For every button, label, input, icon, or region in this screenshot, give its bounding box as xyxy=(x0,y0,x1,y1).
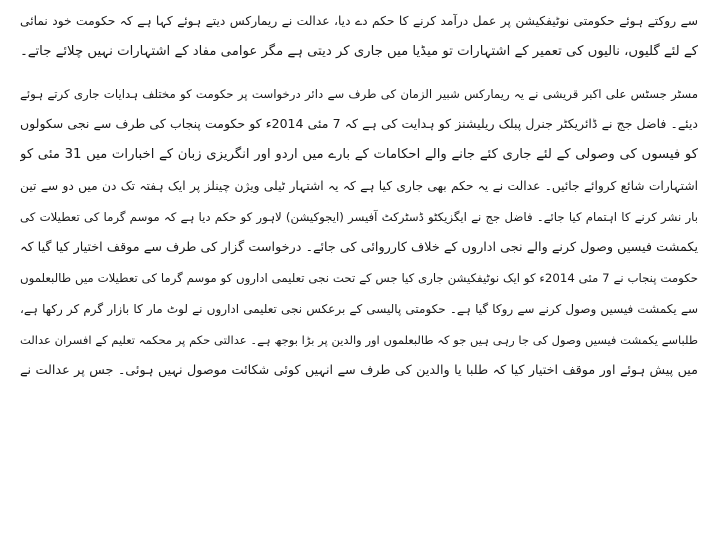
text-line: میں پیش ہوئے اور موقف اختیار کیا کہ طلبا یا والدین کی طرف سے انہیں کوئی شکائت موصول نہیں ہوئی۔ جس پر عدالت نے xyxy=(20,362,698,378)
text-line: سے روکتے ہوئے حکومتی نوٹیفکیشن پر عمل درآمد کرنے کا حکم دے دیا، عدالت نے ریمارکس دیتے ہوئے کہا ہے کہ حکومت خود نمائی xyxy=(20,14,698,28)
text-line: دیئے۔ فاضل جج نے ڈائریکٹر جنرل پبلک ریلیشنز کو ہدایت کی ہے کہ 7 مئی 2014ء کو حکومت پنجاب کی طرف سے نجی سکولوں xyxy=(20,116,698,132)
text-line: کو فیسوں کی وصولی کے لئے جاری کئے جانے والے احکامات کے بارے میں اردو اور انگریزی زبان کے اخبارات میں 31 مئی کو xyxy=(20,147,698,163)
text-line: طلباسے یکمشت فیسیں وصول کی جا رہی ہیں جو کہ طالبعلموں اور والدین پر بڑا بوجھ ہے۔ عدالتی حکم پر محکمہ تعلیم کے افسران عدالت xyxy=(20,332,698,347)
text-line: حکومت پنجاب نے 7 مئی 2014ء کو ایک نوٹیفکیشن جاری کیا جس کے تحت نجی تعلیمی اداروں کو موسم گرما کی تعطیلات میں طالبعلموں xyxy=(20,271,698,286)
text-line: مسٹر جسٹس علی اکبر قریشی نے یہ ریمارکس شبیر الزمان کی طرف سے دائر درخواست پر حکومت کو مختلف ہدایات جاری کرتے ہوئے xyxy=(20,86,698,101)
paragraph-petition-details xyxy=(20,79,698,387)
paragraph-court-order xyxy=(20,6,698,68)
text-line: اشتہارات شائع کروائے جائیں۔ عدالت نے یہ حکم بھی جاری کیا ہے کہ یہ اشتہار ٹیلی ویژن چینلز پر ایک ہفتہ تک دن میں دو سے تین xyxy=(20,178,698,193)
text-line: بار نشر کرنے کا اہتمام کیا جائے۔ فاضل جج نے ایگزیکٹو ڈسٹرکٹ آفیسر (ایجوکیشن) لاہور کو حکم دیا ہے کہ موسم گرما کی تعطیلات کی xyxy=(20,209,698,224)
text-line: سے یکمشت فیسیں وصول کرنے سے روکا گیا ہے۔ حکومتی پالیسی کے برعکس نجی تعلیمی اداروں نے لوٹ مار کا بازار گرم کر رکھا ہے، xyxy=(20,302,698,317)
text-line: یکمشت فیسیں وصول کرنے والے نجی اداروں کے خلاف کارروائی کی جائے۔ درخواست گزار کی طرف سے موقف اختیار کیا گیا کہ xyxy=(20,239,698,255)
text-line: کے لئے گلیوں، نالیوں کی تعمیر کے اشتہارات تو میڈیا میں جاری کر دیتی ہے مگر عوامی مفاد کے اشتہارات نہیں چلائے جاتے۔ xyxy=(20,43,698,59)
paragraph-spacer xyxy=(20,68,698,79)
